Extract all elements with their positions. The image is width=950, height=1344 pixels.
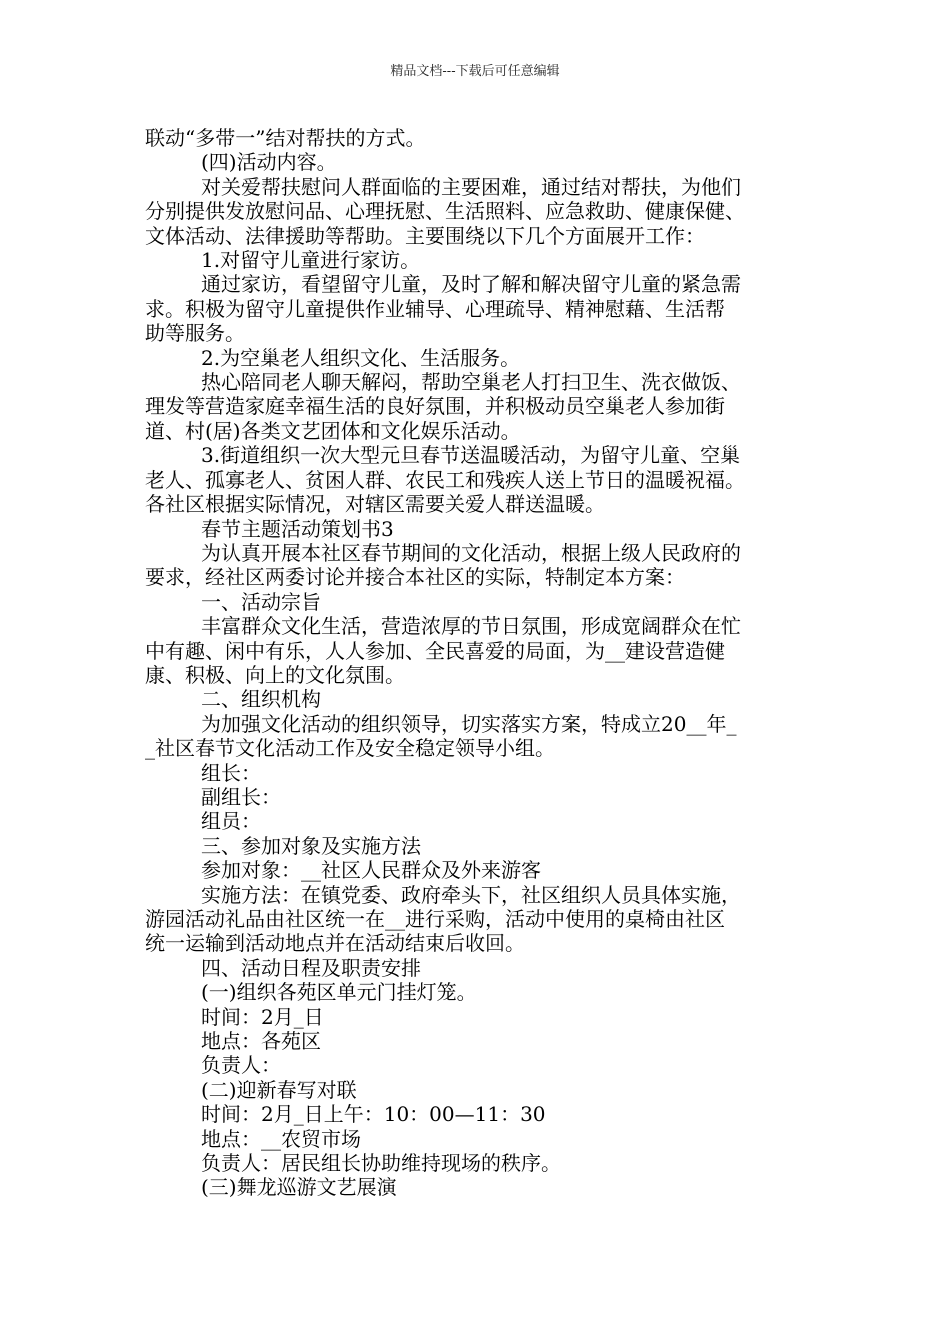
text-line: (三)舞龙巡游文艺展演 [201,1175,397,1200]
text-line: 联动“多带一”结对帮扶的方式。 [145,126,426,150]
text-line: 各社区根据实际情况，对辖区需要关爱人群送温暖。 [145,492,605,517]
text-line: 一、活动宗旨 [201,589,321,614]
text-line: 时间：2月_日 [201,1004,324,1029]
text-line: 四、活动日程及职责安排 [201,955,421,980]
text-line: 康、积极、向上的文化氛围。 [145,662,405,687]
text-line: 2.为空巢老人组织文化、生活服务。 [201,345,521,370]
text-line: (四)活动内容。 [201,150,337,175]
text-line: 春节主题活动策划书3 [201,516,394,541]
text-line: 通过家访，看望留守儿童，及时了解和解决留守儿童的紧急需 [201,272,741,297]
text-line: 理发等营造家庭幸福生活的良好氛围，并积极动员空巢老人参加街 [145,394,725,419]
text-line: _社区春节文化活动工作及安全稳定领导小组。 [145,736,555,761]
text-line: 地点：各苑区 [201,1029,321,1054]
document-body [145,126,817,1200]
text-line: 要求，经社区两委讨论并接合本社区的实际，特制定本方案： [145,565,685,590]
text-line: 负责人： [201,1053,281,1078]
page-header: 精品文档---下载后可任意编辑 [390,64,560,79]
text-line: 地点：__农贸市场 [201,1126,361,1151]
text-line: 求。积极为留守儿童提供作业辅导、心理疏导、精神慰藉、生活帮 [145,296,725,321]
text-line: 分别提供发放慰问品、心理抚慰、生活照料、应急救助、健康保健、 [145,199,745,224]
text-line: 参加对象：__社区人民群众及外来游客 [201,858,541,883]
text-line: 三、参加对象及实施方法 [201,833,421,858]
text-line: 中有趣、闲中有乐，人人参加、全民喜爱的局面，为__建设营造健 [145,638,725,663]
text-line: 对关爱帮扶慰问人群面临的主要困难，通过结对帮扶，为他们 [201,174,741,199]
text-line: 游园活动礼品由社区统一在__进行采购，活动中使用的桌椅由社区 [145,907,725,931]
text-line: 道、村(居)各类文艺团体和文化娱乐活动。 [145,418,521,443]
text-line: 热心陪同老人聊天解闷，帮助空巢老人打扫卫生、洗衣做饭、 [201,370,741,395]
text-line: 为加强文化活动的组织领导，切实落实方案，特成立20__年_ [201,711,737,736]
text-line: 老人、孤寡老人、贫困人群、农民工和残疾人送上节日的温暖祝福。 [145,467,745,492]
text-line: 组员： [201,809,261,834]
text-line: 助等服务。 [145,321,245,346]
text-line: (一)组织各苑区单元门挂灯笼。 [201,980,477,1005]
text-line: 时间：2月_日上午：10：00—11：30 [201,1102,546,1127]
text-line: (二)迎新春写对联 [201,1077,357,1102]
text-line: 文体活动、法律援助等帮助。主要围绕以下几个方面展开工作： [145,223,705,248]
text-line: 二、组织机构 [201,687,321,712]
text-line: 1.对留守儿童进行家访。 [201,248,421,273]
text-line: 负责人：居民组长协助维持现场的秩序。 [201,1151,561,1176]
text-line: 3.街道组织一次大型元旦春节送温暖活动，为留守儿童、空巢 [201,443,741,468]
text-line: 组长： [201,760,261,785]
text-line: 实施方法：在镇党委、政府牵头下，社区组织人员具体实施， [201,882,741,907]
text-line: 副组长： [201,784,281,809]
text-line: 丰富群众文化生活，营造浓厚的节日氛围，形成宽阔群众在忙 [201,614,741,639]
text-line: 为认真开展本社区春节期间的文化活动，根据上级人民政府的 [201,540,741,565]
text-line: 统一运输到活动地点并在活动结束后收回。 [145,931,525,956]
